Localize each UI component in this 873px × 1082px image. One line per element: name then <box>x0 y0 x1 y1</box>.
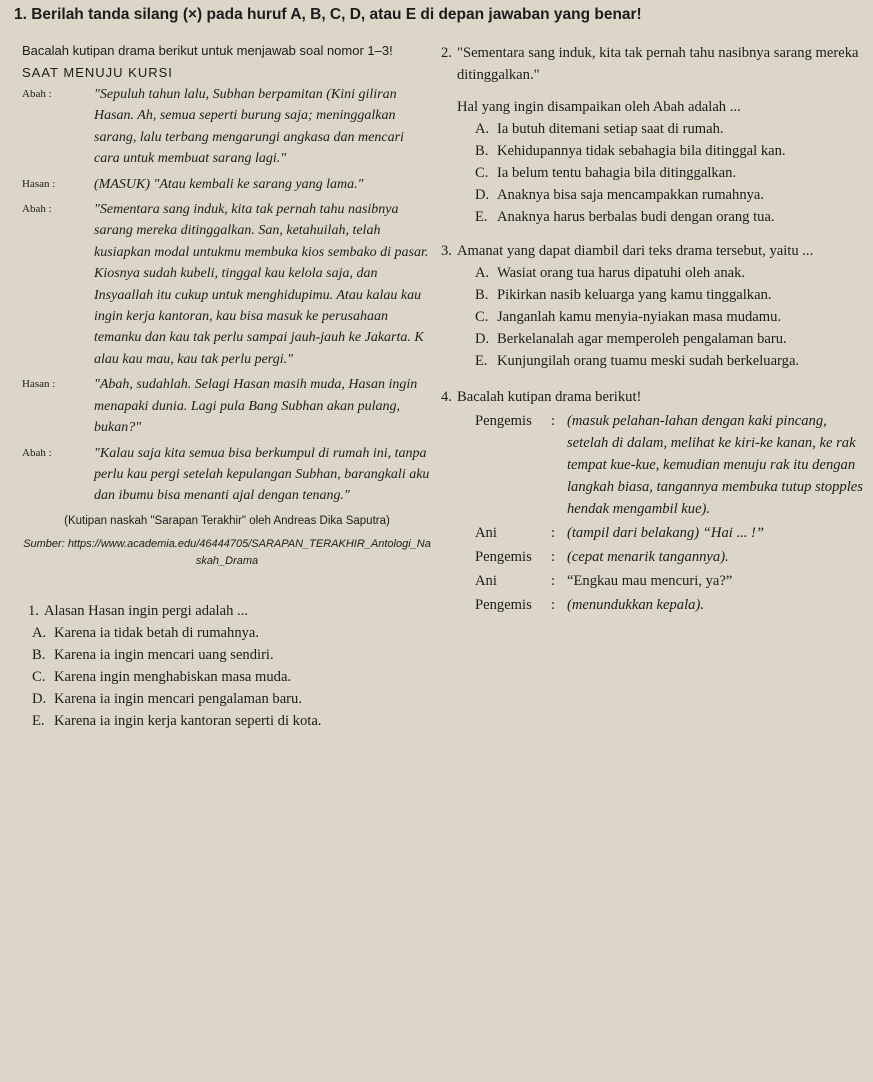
drama-line: Ani : (tampil dari belakang) “Hai ... !” <box>475 522 865 544</box>
option-letter: D. <box>32 690 47 707</box>
dialogue-line <box>22 199 432 370</box>
option-letter: E. <box>475 353 488 369</box>
answer-option[interactable] <box>475 206 865 228</box>
answer-option[interactable] <box>475 350 865 372</box>
source-url: Sumber: https://www.academia.edu/46444705/SARAPAN_TERAKHIR_Antologi_Naskah_Drama <box>23 537 431 567</box>
question-text-block <box>435 96 865 118</box>
option-text: Karena ia ingin mencari uang sendiri. <box>54 646 274 663</box>
answer-option[interactable] <box>475 140 865 162</box>
line-text: (tampil dari belakang) “Hai ... !” <box>567 525 765 541</box>
answer-option[interactable] <box>475 118 865 140</box>
dialogue-text: "Abah, sudahlah. Selagi Hasan masih muda, Hasan ingin menapaki dunia. Lagi pula Bang Subhan akan pulang, bukan?" <box>94 377 418 436</box>
answer-option[interactable] <box>32 688 432 710</box>
answer-options <box>22 622 432 732</box>
question-text: Hal yang ingin disampaikan oleh Abah adalah ... <box>457 99 741 115</box>
question-text: Alasan Hasan ingin pergi adalah ... <box>44 602 248 619</box>
answer-option[interactable] <box>32 666 432 688</box>
option-text: Janganlah kamu menyia-nyiakan masa mudamu. <box>497 309 782 325</box>
option-letter: A. <box>475 265 490 281</box>
speaker-label: Abah : <box>22 203 52 216</box>
option-text: Anaknya harus berbalas budi dengan orang tua. <box>497 209 775 225</box>
question-1 <box>22 600 432 732</box>
dialogue-text: (MASUK) "Atau kembali ke sarang yang lama." <box>94 176 364 192</box>
option-text: Kunjungilah orang tuamu meski sudah berkeluarga. <box>497 353 800 369</box>
option-letter: D. <box>475 331 490 347</box>
option-letter: B. <box>475 143 489 159</box>
line-text: (cepat menarik tangannya). <box>567 549 729 565</box>
option-text: Anaknya bisa saja mencampakkan rumahnya. <box>497 187 765 203</box>
option-letter: A. <box>475 121 490 137</box>
option-text: Ia belum tentu bahagia bila ditinggalkan. <box>497 165 737 181</box>
question-stem <box>22 600 432 622</box>
left-column <box>22 42 432 732</box>
question-3 <box>435 240 865 372</box>
question-number: 2. <box>441 45 452 61</box>
question-2 <box>435 42 865 228</box>
option-text: Wasiat orang tua harus dipatuhi oleh anak. <box>497 265 746 281</box>
option-letter: D. <box>475 187 490 203</box>
drama-line: Ani : “Engkau mau mencuri, ya?” <box>475 570 865 592</box>
speaker-label: Pengemis <box>475 549 532 565</box>
drama-line: Pengemis : (cepat menarik tangannya). <box>475 546 865 568</box>
dialogue-line <box>22 84 432 170</box>
drama-excerpt <box>435 410 865 616</box>
speaker-label: Hasan : <box>22 378 56 391</box>
option-text: Pikirkan nasib keluarga yang kamu tinggalkan. <box>497 287 772 303</box>
question-stem <box>435 42 865 86</box>
line-text: “Engkau mau mencuri, ya?” <box>567 573 733 589</box>
question-text: Amanat yang dapat diambil dari teks drama tersebut, yaitu ... <box>457 243 814 259</box>
line-text: (menundukkan kepala). <box>567 597 704 613</box>
dialogue-text: "Sementara sang induk, kita tak pernah tahu nasibnya sarang mereka ditinggalkan. San, ketahuilah, telah kusiapkan modal untukmu membuka kios sembako di pasar. Kiosnya sudah kubeli, tinggal kau kelola saja, dan Insyaallah itu cukup untuk menghidupimu. Atau kalau kau ingin kerja kantoran, kau bisa masuk ke perusahaan temanku dan kau tak perlu sampai jauh-jauh ke Jakarta. K alau kau mau, kau tak perlu pergi." <box>94 202 429 367</box>
option-letter: E. <box>475 209 488 225</box>
question-stem <box>435 386 865 408</box>
answer-option[interactable] <box>475 328 865 350</box>
question-number: 3. <box>441 243 452 259</box>
option-text: Berkelanalah agar memperoleh pengalaman baru. <box>497 331 787 347</box>
answer-option[interactable] <box>32 710 432 732</box>
speaker-label: Abah : <box>22 88 52 100</box>
drama-line: Pengemis : (masuk pelahan-lahan dengan kaki pincang, setelah di dalam, melihat ke kiri-ke kanan, ke rak tempat kue-kue, kemudian menuju rak itu dengan langkah biasa, tangannya membuka tutup stopples hendak mengambil kue). <box>475 410 865 520</box>
dialogue-line <box>22 174 432 195</box>
reading-intro: Bacalah kutipan drama berikut untuk menjawab soal nomor 1–3! <box>22 43 393 58</box>
dialogue-line <box>22 374 432 438</box>
answer-option[interactable] <box>475 262 865 284</box>
answer-option[interactable] <box>475 284 865 306</box>
question-quote: "Sementara sang induk, kita tak pernah tahu nasibnya sarang mereka ditinggalkan." <box>457 45 859 83</box>
option-letter: C. <box>32 668 46 685</box>
option-letter: C. <box>475 309 489 325</box>
answer-option[interactable] <box>475 162 865 184</box>
question-number: 1. <box>28 602 39 619</box>
answer-options <box>435 262 865 372</box>
question-number: 4. <box>441 389 452 405</box>
dialogue-text: "Sepuluh tahun lalu, Subhan berpamitan (Kini giliran Hasan. Ah, semua seperti burung saja; meninggalkan sarang, lalu terbang mengarungi angkasa dan mencari cara untuk membuat sarang lagi." <box>94 87 404 167</box>
option-letter: B. <box>32 646 46 663</box>
dialogue-line <box>22 443 432 507</box>
drama-line: Pengemis : (menundukkan kepala). <box>475 594 865 616</box>
question-text: Bacalah kutipan drama berikut! <box>457 389 642 405</box>
right-column <box>435 42 865 616</box>
answer-option[interactable] <box>475 306 865 328</box>
answer-option[interactable] <box>32 622 432 644</box>
answer-option[interactable] <box>475 184 865 206</box>
option-letter: C. <box>475 165 489 181</box>
answer-options <box>435 118 865 228</box>
question-stem <box>435 240 865 262</box>
instruction-text: 1. Berilah tanda silang (×) pada huruf A, B, C, D, atau E di depan jawaban yang benar! <box>14 6 642 23</box>
speaker-label: Pengemis <box>475 597 532 613</box>
speaker-label: Ani <box>475 573 497 589</box>
source-citation: (Kutipan naskah "Sarapan Terakhir" oleh Andreas Dika Saputra) <box>64 514 390 527</box>
option-text: Karena ia tidak betah di rumahnya. <box>54 624 260 641</box>
answer-option[interactable] <box>32 644 432 666</box>
scene-heading: SAAT MENUJU KURSI <box>22 65 173 80</box>
option-text: Karena ingin menghabiskan masa muda. <box>54 668 292 685</box>
option-text: Karena ia ingin kerja kantoran seperti di kota. <box>54 712 322 729</box>
speaker-label: Ani <box>475 525 497 541</box>
option-letter: A. <box>32 624 47 641</box>
speaker-label: Abah : <box>22 446 52 459</box>
speaker-label: Pengemis <box>475 413 532 429</box>
line-text: (masuk pelahan-lahan dengan kaki pincang, setelah di dalam, melihat ke kiri-ke kanan, ke rak tempat kue-kue, kemudian menuju rak itu dengan langkah biasa, tangannya membuka tutup stopples hendak mengambil kue). <box>567 413 863 517</box>
option-letter: E. <box>32 712 45 729</box>
option-text: Kehidupannya tidak sebahagia bila ditinggal kan. <box>497 143 786 159</box>
speaker-label: Hasan : <box>22 177 56 190</box>
option-text: Karena ia ingin mencari pengalaman baru. <box>54 690 302 707</box>
question-4 <box>435 386 865 616</box>
dialogue-text: "Kalau saja kita semua bisa berkumpul di rumah ini, tanpa perlu kau pergi setelah kepulangan Subhan, barangkali aku dan ibumu bisa menanti ajal dengan tenang." <box>94 445 430 504</box>
option-letter: B. <box>475 287 489 303</box>
option-text: Ia butuh ditemani setiap saat di rumah. <box>497 121 724 137</box>
